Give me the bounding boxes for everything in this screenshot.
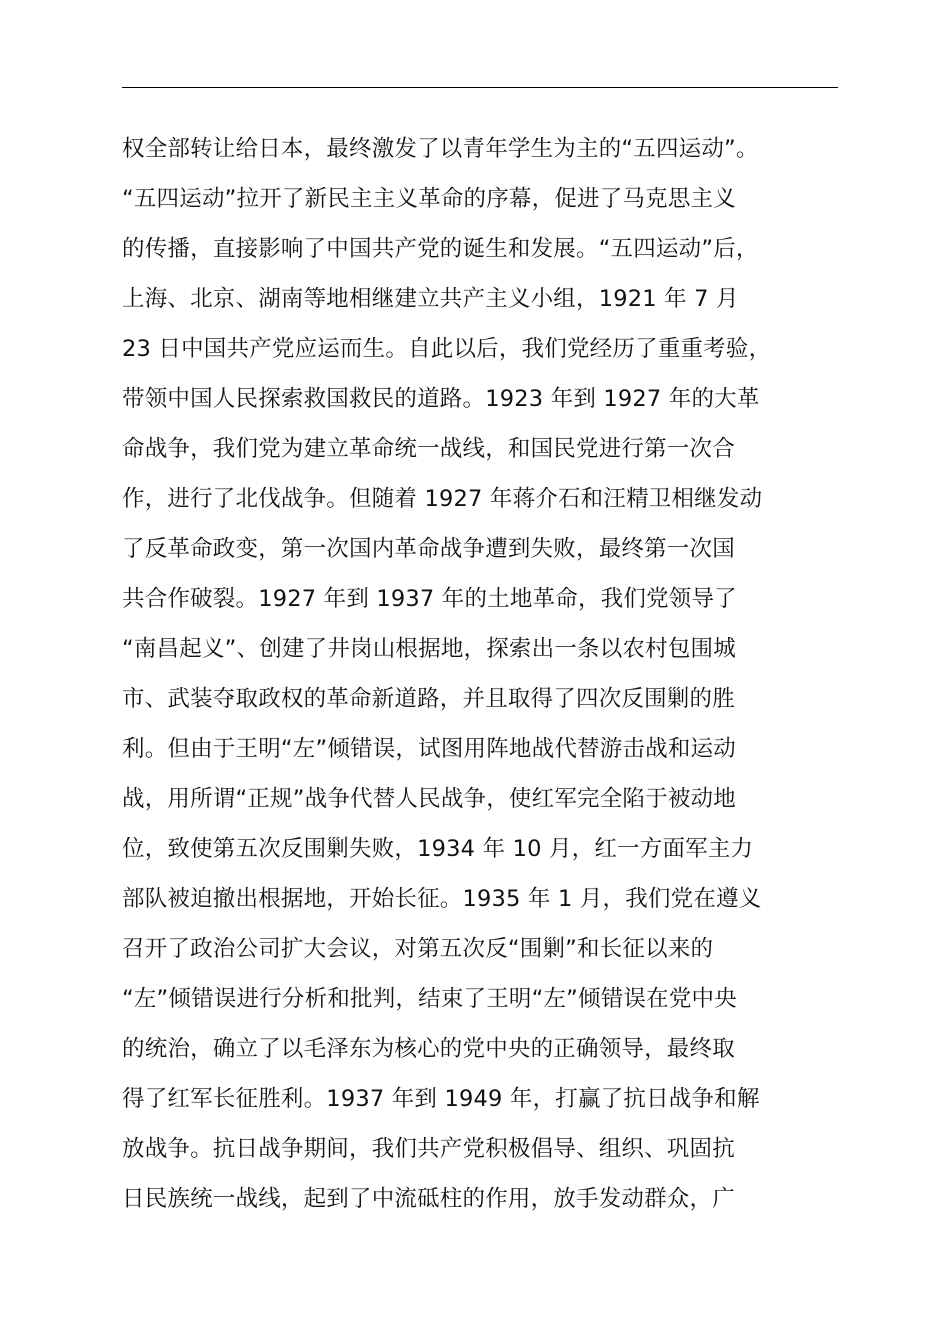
text-line: “南昌起义”、创建了井岗山根据地，探索出一条以农村包围城 bbox=[122, 636, 736, 662]
text-line: 日民族统一战线，起到了中流砥柱的作用，放手发动群众，广 bbox=[122, 1186, 735, 1212]
text-line: 带领中国人民探索救国救民的道路。1923 年到 1927 年的大革 bbox=[122, 386, 760, 412]
text-line: 权全部转让给日本，最终激发了以青年学生为主的“五四运动”。 bbox=[122, 136, 759, 162]
text-line: 放战争。抗日战争期间，我们共产党积极倡导、组织、巩固抗 bbox=[122, 1136, 735, 1162]
body-text bbox=[122, 124, 882, 1224]
text-line: “左”倾错误进行分析和批判，结束了王明“左”倾错误在党中央 bbox=[122, 986, 737, 1012]
text-line: 的传播，直接影响了中国共产党的诞生和发展。“五四运动”后， bbox=[122, 236, 759, 262]
text-line: 位，致使第五次反围剿失败，1934 年 10 月，红一方面军主力 bbox=[122, 836, 754, 862]
text-line: 市、武装夺取政权的革命新道路，并且取得了四次反围剿的胜 bbox=[122, 686, 735, 712]
text-line: 召开了政治公司扩大会议，对第五次反“围剿”和长征以来的 bbox=[122, 936, 714, 962]
text-line: 上海、北京、湖南等地相继建立共产主义小组，1921 年 7 月 bbox=[122, 286, 739, 312]
text-line: 利。但由于王明“左”倾错误，试图用阵地战代替游击战和运动 bbox=[122, 736, 736, 762]
text-line: 的统治，确立了以毛泽东为核心的党中央的正确领导，最终取 bbox=[122, 1036, 735, 1062]
text-line: “五四运动”拉开了新民主主义革命的序幕，促进了马克思主义 bbox=[122, 186, 736, 212]
header-rule bbox=[122, 87, 838, 88]
text-line: 战，用所谓“正规”战争代替人民战争，使红军完全陷于被动地 bbox=[122, 786, 736, 812]
text-line: 得了红军长征胜利。1937 年到 1949 年，打赢了抗日战争和解 bbox=[122, 1086, 760, 1112]
text-line: 共合作破裂。1927 年到 1937 年的土地革命，我们党领导了 bbox=[122, 586, 737, 612]
text-line: 了反革命政变，第一次国内革命战争遭到失败，最终第一次国 bbox=[122, 536, 735, 562]
text-line: 23 日中国共产党应运而生。自此以后，我们党经历了重重考验， bbox=[122, 336, 772, 362]
text-line: 部队被迫撤出根据地，开始长征。1935 年 1 月，我们党在遵义 bbox=[122, 886, 762, 912]
text-line: 作，进行了北伐战争。但随着 1927 年蒋介石和汪精卫相继发动 bbox=[122, 486, 763, 512]
text-line: 命战争，我们党为建立革命统一战线，和国民党进行第一次合 bbox=[122, 436, 735, 462]
